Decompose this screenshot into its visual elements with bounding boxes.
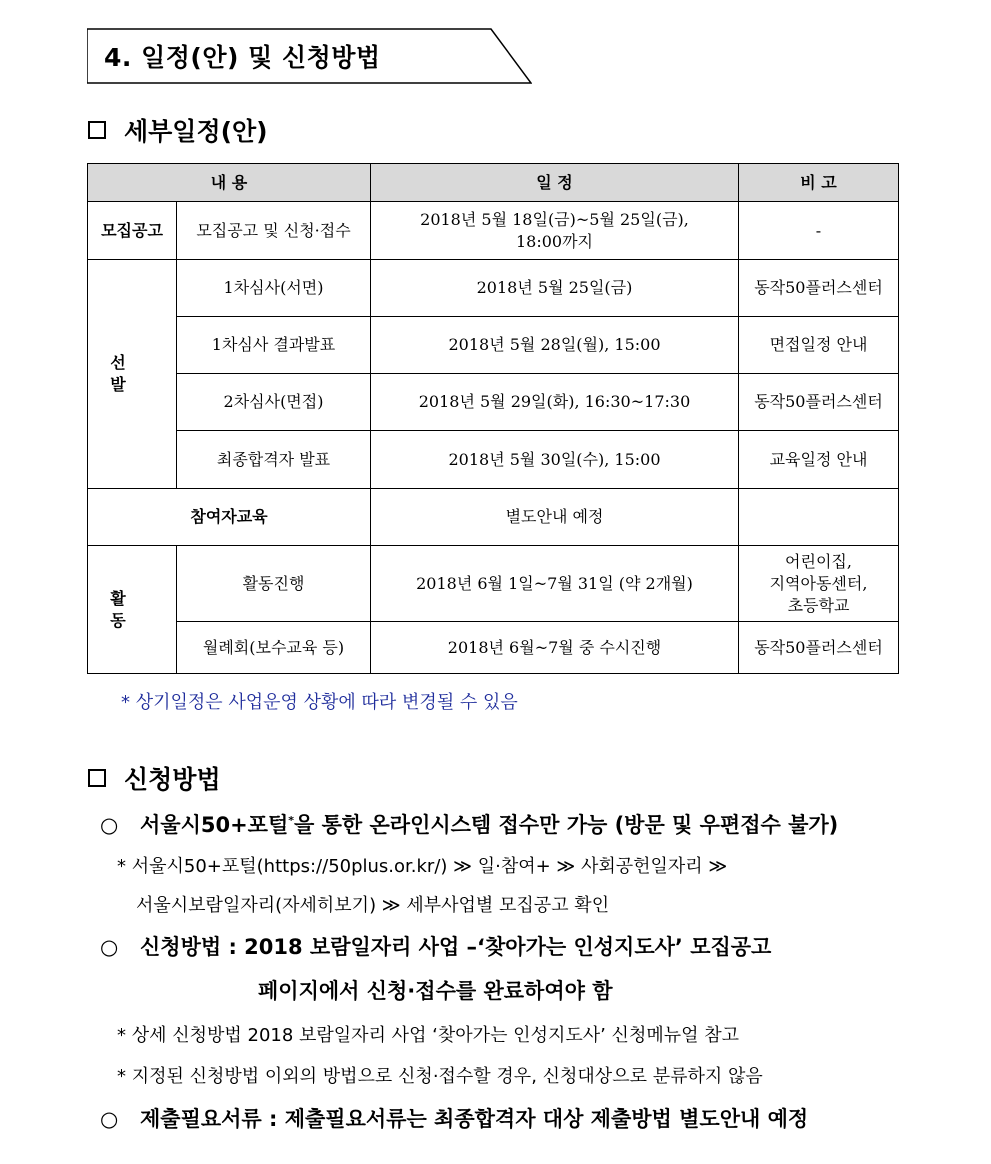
schedule-title-text: 세부일정(안) [124,117,268,146]
cell-date: 별도안내 예정 [371,489,739,546]
section-heading-tab [87,28,532,84]
method-title [88,760,221,796]
checkbox-square-icon [88,121,106,139]
table-row [88,260,899,317]
header-content: 내 용 [88,164,371,202]
cell-note: 동작50플러스센터 [739,260,899,317]
schedule-title [88,112,268,148]
bullet-text: 제출필요서류 : 제출필요서류는 최종합격자 대상 제출방법 별도안내 예정 [140,1107,809,1131]
cell-note [739,489,899,546]
table-row [88,374,899,431]
date-line: 18:00까지 [515,231,594,251]
header-schedule: 일 정 [371,164,739,202]
date-line: 2018년 5월 18일(금)~5월 25일(금), [420,209,689,229]
bullet-text: 신청방법 : 2018 보람일자리 사업 –‘찾아가는 인성지도사’ 모집공고 [140,935,772,959]
table-row [88,431,899,489]
bullet-2-sub-1: * 상세 신청방법 2018 보람일자리 사업 ‘찾아가는 인성지도사’ 신청메뉴얼 참고 [117,1025,739,1046]
cell-item: 1차심사 결과발표 [177,317,371,374]
header-remarks: 비 고 [739,164,899,202]
method-bullet-2-line-2: 페이지에서 신청·접수를 완료하여야 함 [258,979,613,1003]
bullet-text-post: 을 통한 온라인시스템 접수만 가능 (방문 및 우편접수 불가) [294,813,839,837]
schedule-note: * 상기일정은 사업운영 상황에 따라 변경될 수 있음 [121,692,518,713]
method-bullet-1 [100,809,838,839]
cell-note: - [739,202,899,260]
bullet-1-sub-line-2: 서울시보람일자리(자세히보기) ≫ 세부사업별 모집공고 확인 [136,895,610,916]
cell-date: 2018년 6월 1일~7월 31일 (약 2개월) [371,546,739,622]
footnote-mark: * [288,814,295,827]
bullet-2-sub-2: * 지정된 신청방법 이외의 방법으로 신청·접수할 경우, 신청대상으로 분류하지 않음 [117,1066,763,1087]
cell-item: 최종합격자 발표 [177,431,371,489]
cell-note [739,546,899,622]
cell-item-education: 참여자교육 [88,489,371,546]
cell-date: 2018년 5월 30일(수), 15:00 [371,431,739,489]
circle-bullet-icon: ○ [100,813,119,837]
table-row [88,622,899,674]
note-line: 지역아동센터, [769,573,868,593]
cell-note: 동작50플러스센터 [739,622,899,674]
cell-note: 교육일정 안내 [739,431,899,489]
section-heading: 4. 일정(안) 및 신청방법 [104,43,381,72]
note-line: 어린이집, [785,551,852,571]
group-selection [88,260,177,489]
table-row [88,317,899,374]
group-recruit: 모집공고 [88,202,177,260]
cell-item: 모집공고 및 신청·접수 [177,202,371,260]
circle-bullet-icon: ○ [100,1107,119,1131]
cell-date: 2018년 5월 29일(화), 16:30~17:30 [371,374,739,431]
method-bullet-3 [100,1103,808,1133]
cell-date: 2018년 6월~7월 중 수시진행 [371,622,739,674]
cell-item: 월례회(보수교육 등) [177,622,371,674]
cell-item: 2차심사(면접) [177,374,371,431]
note-line: 초등학교 [787,595,850,615]
bullet-text-pre: 서울시50+포털 [140,813,289,837]
group-activity [88,546,177,674]
group-activity-label: 활 동 [110,588,154,630]
method-bullet-2 [100,931,771,961]
table-row [88,546,899,622]
table-row [88,202,899,260]
bullet-1-sub-line-1: * 서울시50+포털(https://50plus.or.kr/) ≫ 일·참여+ ≫ 사회공헌일자리 ≫ [117,856,728,877]
cell-note: 면접일정 안내 [739,317,899,374]
cell-item: 1차심사(서면) [177,260,371,317]
circle-bullet-icon: ○ [100,935,119,959]
cell-date: 2018년 5월 28일(월), 15:00 [371,317,739,374]
schedule-table [87,163,899,674]
cell-note: 동작50플러스센터 [739,374,899,431]
checkbox-square-icon [88,769,106,787]
group-selection-label: 선 발 [110,353,154,394]
cell-item: 활동진행 [177,546,371,622]
table-row [88,489,899,546]
cell-date: 2018년 5월 25일(금) [371,260,739,317]
table-header-row [88,164,899,202]
method-title-text: 신청방법 [124,765,221,794]
cell-date [371,202,739,260]
